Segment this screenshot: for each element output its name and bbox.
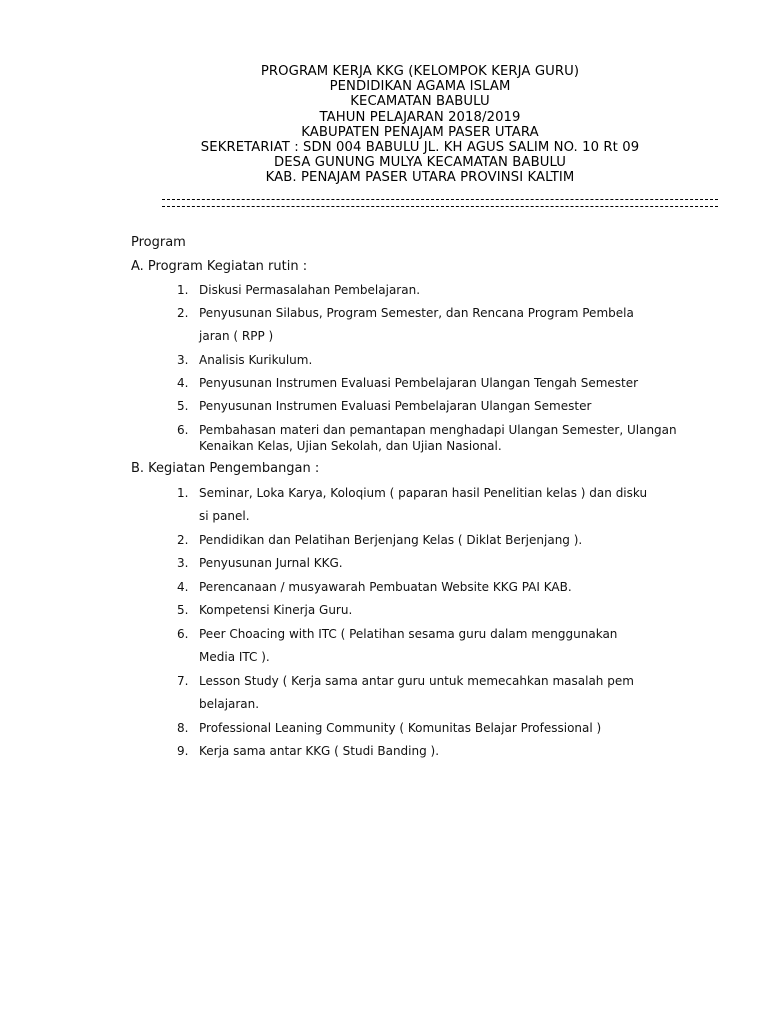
item-number: 4. bbox=[177, 580, 189, 594]
item-number: 6. bbox=[177, 423, 189, 437]
item-text: Pembahasan materi dan pemantapan menghadapi Ulangan Semester, Ulangan bbox=[199, 423, 677, 437]
item-text: Perencanaan / musyawarah Pembuatan Website KKG PAI KAB. bbox=[199, 580, 572, 594]
item-number: 8. bbox=[177, 721, 189, 735]
item-number: 2. bbox=[177, 306, 189, 320]
intro-label: Program bbox=[131, 235, 186, 250]
document-header bbox=[150, 64, 690, 186]
item-text-continued: Media ITC ). bbox=[199, 650, 270, 664]
item-number: 5. bbox=[177, 603, 189, 617]
item-text: Professional Leaning Community ( Komunitas Belajar Professional ) bbox=[199, 721, 602, 735]
item-text: Seminar, Loka Karya, Koloqium ( paparan hasil Penelitian kelas ) dan disku bbox=[199, 486, 648, 500]
header-secretariat: SEKRETARIAT : SDN 004 BABULU JL. KH AGUS SALIM NO. 10 Rt 09 bbox=[200, 140, 640, 156]
item-number: 6. bbox=[177, 627, 189, 641]
item-number: 1. bbox=[177, 283, 189, 297]
header-village: DESA GUNUNG MULYA KECAMATAN BABULU bbox=[273, 155, 567, 171]
header-divider bbox=[162, 199, 718, 207]
section-a-heading: A. Program Kegiatan rutin : bbox=[131, 259, 308, 274]
item-number: 3. bbox=[177, 353, 189, 367]
header-province: KAB. PENAJAM PASER UTARA PROVINSI KALTIM bbox=[265, 170, 575, 186]
item-text-continued: jaran ( RPP ) bbox=[199, 329, 274, 343]
item-text: Penyusunan Silabus, Program Semester, dan Rencana Program Pembela bbox=[199, 306, 634, 320]
item-text: Analisis Kurikulum. bbox=[199, 353, 313, 367]
header-title: PROGRAM KERJA KKG (KELOMPOK KERJA GURU) bbox=[260, 64, 580, 79]
item-text: Penyusunan Instrumen Evaluasi Pembelajaran Ulangan Semester bbox=[199, 399, 592, 413]
item-text: Kompetensi Kinerja Guru. bbox=[199, 603, 353, 617]
item-text: Lesson Study ( Kerja sama antar guru untuk memecahkan masalah pem bbox=[199, 674, 634, 688]
header-regency: KABUPATEN PENAJAM PASER UTARA bbox=[301, 124, 539, 140]
item-number: 1. bbox=[177, 486, 189, 500]
header-year: TAHUN PELAJARAN 2018/2019 bbox=[319, 109, 521, 125]
item-text: Kerja sama antar KKG ( Studi Banding ). bbox=[199, 744, 440, 758]
item-number: 3. bbox=[177, 556, 189, 570]
item-number: 9. bbox=[177, 744, 189, 758]
item-number: 5. bbox=[177, 399, 189, 413]
item-text: Peer Choacing with ITC ( Pelatihan sesama guru dalam menggunakan bbox=[199, 627, 618, 641]
item-number: 4. bbox=[177, 376, 189, 390]
item-number: 2. bbox=[177, 533, 189, 547]
item-text-continued: belajaran. bbox=[199, 697, 260, 711]
item-text: Penyusunan Jurnal KKG. bbox=[199, 556, 343, 570]
item-text: Pendidikan dan Pelatihan Berjenjang Kelas ( Diklat Berjenjang ). bbox=[199, 533, 583, 547]
header-subject: PENDIDIKAN AGAMA ISLAM bbox=[329, 79, 511, 95]
section-b-heading: B. Kegiatan Pengembangan : bbox=[131, 461, 320, 476]
header-district: KECAMATAN BABULU bbox=[350, 94, 490, 110]
item-text: Diskusi Permasalahan Pembelajaran. bbox=[199, 283, 421, 297]
item-text-continued: si panel. bbox=[199, 509, 250, 523]
item-number: 7. bbox=[177, 674, 189, 688]
item-text-continued: Kenaikan Kelas, Ujian Sekolah, dan Ujian Nasional. bbox=[199, 439, 502, 453]
item-text: Penyusunan Instrumen Evaluasi Pembelajaran Ulangan Tengah Semester bbox=[199, 376, 639, 390]
